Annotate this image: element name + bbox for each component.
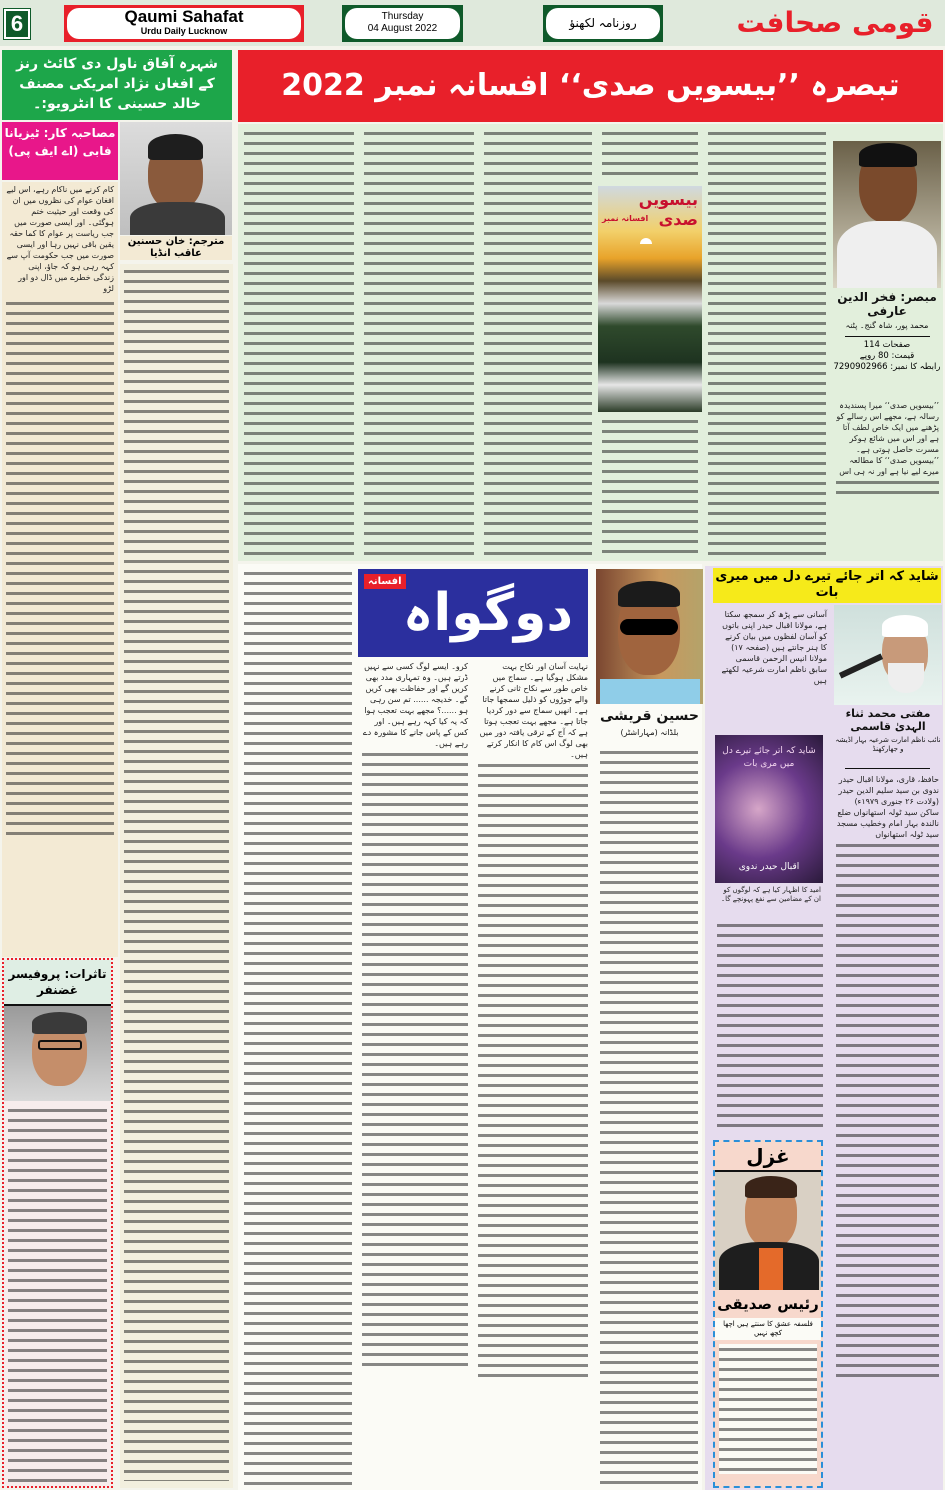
poet-name: رئیس صدیقی <box>717 1295 819 1313</box>
review-column-2 <box>360 126 478 558</box>
page-number: 6 <box>4 9 30 39</box>
reviewer-location: محمد پور، شاہ گنج۔ پٹنہ <box>845 321 929 330</box>
review-text: ’’بیسویں صدی‘‘ میرا پسندیدہ رسالہ ہے، مجھے اس رسالے کو پڑھنے میں ایک خاص لطف آتا ہے اور اس میں شائع ہوکر مسرت حاصل ہوتی ہے۔ ’’بیسویں صدی‘‘ کا مطالعہ میرے لیے نیا ہے اور نہ ہی اس <box>836 401 939 476</box>
mufti-title: نائب ناظم امارت شرعیہ بہار اڈیشہ و جھارکھنڈ <box>835 736 941 753</box>
divider <box>845 768 930 769</box>
book-cover-shayad <box>715 735 823 883</box>
review-headline: تبصرہ ’’بیسویں صدی‘‘ افسانہ نمبر 2022 <box>238 50 943 122</box>
mufti-name: مفتی محمد ثناء الہدیٰ قاسمی <box>845 707 931 733</box>
review-column-1 <box>240 126 358 558</box>
story-tag: افسانہ <box>364 574 406 589</box>
book-column-1 <box>713 607 831 731</box>
date-box <box>342 5 463 42</box>
review-column-6 <box>832 398 943 558</box>
ghazal-box <box>713 1140 823 1488</box>
review-column-5 <box>704 126 830 558</box>
story-column-3 <box>474 659 592 1488</box>
impressions-box <box>2 958 113 1488</box>
cover-label: افسانہ نمبر <box>602 214 649 223</box>
story-title-box <box>358 569 588 657</box>
story-column-4 <box>596 745 702 1488</box>
impressions-headline: تاثرات: پروفیسر غضنفر <box>4 960 111 1006</box>
book-column-2 <box>832 772 943 1488</box>
book-cover-title: شاید کہ اتر جائے تیرے دل میں مری بات <box>722 746 816 769</box>
story-author-location: بلڈانہ (مہاراشٹر) <box>620 728 679 737</box>
interview-column-1 <box>2 182 118 957</box>
poet-photo <box>715 1172 821 1290</box>
book-text-a: آسانی سے پڑھ کر سمجھ سکتا ہے، مولانا اقبال حیدر اپنی باتوں کو آسان لفظوں میں بیان کرنے کا ہنر جانتے ہیں (صفحہ ۱۷) مولانا انیس الرحمن قاسمی سابق ناظم امارت شرعیہ لکھتے ہیں <box>721 610 827 685</box>
reviewer-photo <box>833 141 941 288</box>
story-column-1 <box>240 566 356 1488</box>
story-text-b: کرو۔ ایسے لوگ کسی سے نہیں ڈرتے ہیں۔ وہ تمہاری مدد بھی کریں گے اور حفاظت بھی کریں گے۔ خدیجہ ...... تم سن رہی ہو ......؟ مجھے بہت تعجب ہوا کہ یہ کیا کہہ رہے ہیں۔ اور کس کے پاس جانے کا مشورہ دے رہے ہیں۔ <box>362 662 468 748</box>
ghazal-headline: غزل <box>715 1142 821 1172</box>
roznama-box <box>543 5 663 42</box>
cover-title: بیسویں صدی <box>638 190 698 229</box>
contact-number: رابطہ کا نمبر: 7290902966 <box>833 362 941 372</box>
roznama-label: روزنامہ لکھنؤ <box>546 8 660 39</box>
book-column-1b <box>713 918 827 1136</box>
paper-name-urdu: قومی صحافت <box>736 6 934 39</box>
story-column-2 <box>358 659 472 1488</box>
magazine-details <box>833 340 941 373</box>
professor-ghazanfar-photo <box>4 1006 111 1101</box>
interview-headline: شہرہ آفاق ناول دی کائٹ رنز کے افغان نژاد امریکی مصنف خالد حسینی کا انٹرویو:۔ <box>2 50 232 120</box>
review-column-4b <box>598 414 702 558</box>
author-photo-khaled-hosseini <box>120 122 232 235</box>
review-column-3 <box>480 126 596 558</box>
divider <box>845 336 930 337</box>
interviewer: مصاحبہ کار: ٹیزیانا فابی (اے ایف پی) <box>2 122 118 180</box>
book-headline: شاید کہ اتر جائے تیرے دل میں میری بات <box>713 568 941 603</box>
interview-column-2 <box>120 264 233 1488</box>
story-author-name: حسین قریشی <box>599 708 700 724</box>
story-title: دوگواہ <box>402 583 574 643</box>
reviewer-name: مبصر: فخر الدین عارفی <box>837 290 937 318</box>
pages: صفحات 114 <box>863 340 911 350</box>
story-text-a: نہایت آسان اور نکاح بہت مشکل ہوگیا ہے۔ سماج میں خاص طور سے نکاح ثانی کرنے والے جوڑوں کو ذلیل سمجھا جاتا ہے۔ انھیں سماج سے دور کردیا جاتا ہے۔ مجھے بہت تعجب ہوتا ہے کہ آج کے ترقی یافتہ دور میں بھی لوگ اس کام کا انکار کرتے ہیں۔ <box>479 662 588 759</box>
date: 04 August 2022 <box>367 23 438 34</box>
book-cover-bisween-sadi <box>598 186 702 412</box>
book-cover-author: اقبال حیدر ندوی <box>738 862 800 872</box>
day: Thursday <box>381 11 424 22</box>
mufti-photo <box>834 605 942 705</box>
interview-lead-text: کام کرنے میں ناکام رہے، اس لیے افغان عوام کی نظروں میں ان کی وقعت اور حیثیت ختم ہوگئی۔ اور ایسی صورت میں جب ریاست پر عوام کا کما حقہ یقین باقی نہیں رہا اور ایسی صورت میں جب حکومت آپ سے کہہ رہی ہو کہ جاؤ، اپنی زندگی خطرے میں ڈال دو اور لڑو <box>6 185 114 293</box>
paper-name-box <box>64 5 304 42</box>
paper-name-en: Qaumi Sahafat <box>124 7 244 26</box>
book-cover-caption: امید کا اظہار کیا ہے کہ لوگوں کو ان کے مضامین سے نفع پہونچے گا۔ <box>721 886 821 903</box>
story-author-photo <box>596 569 703 704</box>
review-column-4 <box>598 126 702 184</box>
book-text-b: حافظ، قاری، مولانا اقبال حیدر ندوی بن سید سلیم الدین حیدر (ولادت ۲۶ جنوری ۱۹۷۹ء) ساکن سید ٹولہ استھانواں ضلع نالندہ بہار امام وخطیب مسجد سید ٹولہ استھانواں <box>836 775 939 839</box>
price: قیمت: 80 روپے <box>859 351 915 361</box>
ghazal-first-line: فلسفہ عشق کا سنتے ہیں اچھا کچھ نہیں <box>715 1318 821 1340</box>
translator-credit: مترجم: خان حسنین عاقب انڈیا <box>120 236 232 260</box>
paper-subtitle: Urdu Daily Lucknow <box>140 26 228 36</box>
